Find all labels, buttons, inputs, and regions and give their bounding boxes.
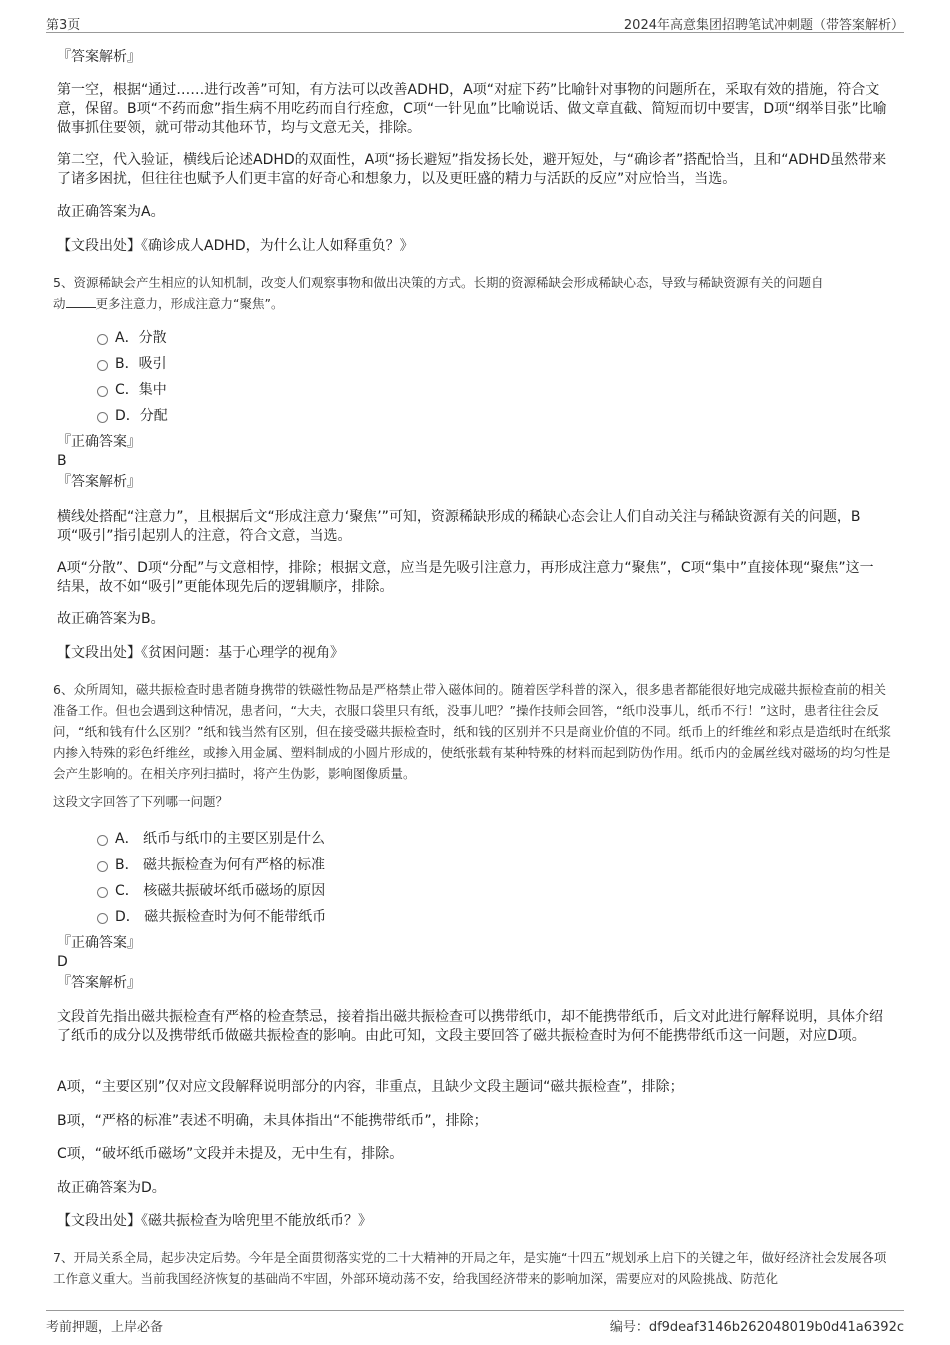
page-number: 第3页 bbox=[46, 18, 81, 33]
q6-option-a-label: A． 纸币与纸巾的主要区别是什么 bbox=[115, 831, 326, 847]
radio-icon[interactable] bbox=[97, 386, 108, 397]
page-footer bbox=[46, 1310, 904, 1333]
q6-option-d-label: D． 磁共振检查时为何不能带纸币 bbox=[115, 909, 327, 925]
document-code: 编号：df9deaf3146b262048019b0d41a6392c bbox=[609, 1320, 904, 1335]
q4-analysis-label: 『答案解析』 bbox=[57, 49, 141, 65]
q4-analysis-p1: 第一空，根据“通过……进行改善”可知，有方法可以改善ADHD，A项“对症下药”比喻针对事物的问题所在，采取有效的措施，符合文意，保留。B项“不药而愈”指生病不用吃药而自行痊愈，C项“一针见血”比喻说话、做文章直截、简短而切中要害，D项“纲举目张”比喻做事抓住要领，就可带动其他环节，均与文意无关，排除。 bbox=[57, 82, 887, 136]
q5-analysis-p2: A项“分散”、D项“分配”与文意相悖，排除；根据文意，应当是先吸引注意力，再形成注意力“聚焦”，C项“集中”直接体现“聚焦”这一结果，故不如“吸引”更能体现先后的逻辑顺序，排除。 bbox=[57, 560, 874, 595]
q5-conclusion: 故正确答案为B。 bbox=[57, 611, 165, 627]
q5-option-d-label: D．分配 bbox=[115, 408, 168, 424]
q6-analysis-p2: A项，“主要区别”仅对应文段解释说明部分的内容，非重点，且缺少文段主题词“磁共振检查”，排除； bbox=[57, 1079, 684, 1095]
radio-icon[interactable] bbox=[97, 835, 108, 846]
q6-analysis-p3: B项，“严格的标准”表述不明确，未具体指出“不能携带纸币”，排除； bbox=[57, 1113, 488, 1129]
q5-analysis-label: 『答案解析』 bbox=[57, 474, 141, 490]
q5-stem-post: 更多注意力，形成注意力“聚焦”。 bbox=[95, 296, 284, 311]
q6-conclusion: 故正确答案为D。 bbox=[57, 1180, 166, 1196]
q5-stem-pre: 动 bbox=[53, 296, 66, 311]
q6-analysis-p1: 文段首先指出磁共振检查有严格的检查禁忌，接着指出磁共振检查可以携带纸巾，却不能携带纸币，后文对此进行解释说明，具体介绍了纸币的成分以及携带纸币做磁共振检查的影响。由此可知，文段主要回答了磁共振检查时为何不能携带纸币这一问题，对应D项。 bbox=[57, 1009, 883, 1044]
q6-options bbox=[57, 826, 557, 930]
q6-option-d[interactable] bbox=[57, 904, 557, 930]
q5-option-c[interactable] bbox=[57, 377, 457, 403]
q6-answer: D bbox=[57, 954, 68, 970]
radio-icon[interactable] bbox=[97, 334, 108, 345]
q5-answer: B bbox=[57, 453, 67, 469]
q6-option-b[interactable] bbox=[57, 852, 557, 878]
q5-option-d[interactable] bbox=[57, 403, 457, 429]
document-title: 2024年高意集团招聘笔试冲刺题（带答案解析） bbox=[623, 18, 904, 33]
q5-answer-label: 『正确答案』 bbox=[57, 434, 141, 450]
q5-options bbox=[57, 325, 457, 429]
q6-source: 【文段出处】《磁共振检查为啥兜里不能放纸币？》 bbox=[57, 1213, 372, 1229]
radio-icon[interactable] bbox=[97, 360, 108, 371]
q5-stem bbox=[53, 272, 893, 314]
q6-question: 这段文字回答了下列哪一问题？ bbox=[53, 794, 229, 809]
q4-analysis-p2: 第二空，代入验证，横线后论述ADHD的双面性，A项“扬长避短”指发扬长处，避开短处，与“确诊者”搭配恰当，且和“ADHD虽然带来了诸多困扰，但往往也赋予人们更丰富的好奇心和想象力，以及更旺盛的精力与活跃的反应”对应恰当，当选。 bbox=[57, 152, 887, 187]
q5-option-a-label: A．分散 bbox=[115, 330, 167, 346]
q6-analysis-label: 『答案解析』 bbox=[57, 975, 141, 991]
q5-stem-line2 bbox=[53, 293, 893, 314]
radio-icon[interactable] bbox=[97, 913, 108, 924]
q5-option-b-label: B．吸引 bbox=[115, 356, 167, 372]
q6-analysis-p4: C项，“破坏纸币磁场”文段并未提及，无中生有，排除。 bbox=[57, 1146, 404, 1162]
radio-icon[interactable] bbox=[97, 861, 108, 872]
q6-option-c-label: C． 核磁共振破坏纸币磁场的原因 bbox=[115, 883, 326, 899]
q5-source: 【文段出处】《贫困问题：基于心理学的视角》 bbox=[57, 645, 344, 661]
q7-stem: 7、开局关系全局，起步决定后势。今年是全面贯彻落实党的二十大精神的开局之年，是实施“十四五”规划承上启下的关键之年，做好经济社会发展各项工作意义重大。当前我国经济恢复的基础尚不牢固，外部环境动荡不安，给我国经济带来的影响加深，需要应对的风险挑战、防范化 bbox=[53, 1250, 887, 1286]
footer-slogan: 考前押题，上岸必备 bbox=[46, 1320, 164, 1335]
q6-stem: 6、众所周知，磁共振检查时患者随身携带的铁磁性物品是严格禁止带入磁体间的。随着医学科普的深入，很多患者都能很好地完成磁共振检查前的相关准备工作。但也会遇到这种情况，患者问，“大夫，衣服口袋里只有纸，没事儿吧？”操作技师会回答，“纸巾没事儿，纸币不行！”这时，患者往往会反问，“纸和钱有什么区别？”纸和钱当然有区别，但在接受磁共振检查时，纸和钱的区别并不只是商业价值的不同。纸币上的纤维丝和彩点是造纸时在纸浆内掺入特殊的彩色纤维丝，或掺入用金属、塑料制成的小圆片形成的，使纸张载有某种特殊的材料而起到防伪作用。纸币内的金属丝线对磁场的均匀性是会产生影响的。在相关序列扫描时，将产生伪影，影响图像质量。 bbox=[53, 682, 891, 781]
q6-option-b-label: B． 磁共振检查为何有严格的标准 bbox=[115, 857, 326, 873]
page-header bbox=[46, 12, 904, 33]
q6-option-a[interactable] bbox=[57, 826, 557, 852]
q5-blank bbox=[66, 295, 96, 308]
radio-icon[interactable] bbox=[97, 887, 108, 898]
q6-option-c[interactable] bbox=[57, 878, 557, 904]
q4-conclusion: 故正确答案为A。 bbox=[57, 204, 165, 220]
radio-icon[interactable] bbox=[97, 412, 108, 423]
q6-answer-label: 『正确答案』 bbox=[57, 935, 141, 951]
q5-option-c-label: C．集中 bbox=[115, 382, 167, 398]
q4-source: 【文段出处】《确诊成人ADHD，为什么让人如释重负？》 bbox=[57, 238, 414, 254]
q5-option-a[interactable] bbox=[57, 325, 457, 351]
q5-option-b[interactable] bbox=[57, 351, 457, 377]
q5-stem-line1: 5、资源稀缺会产生相应的认知机制，改变人们观察事物和做出决策的方式。长期的资源稀缺会形成稀缺心态，导致与稀缺资源有关的问题自 bbox=[53, 275, 824, 290]
q5-analysis-p1: 横线处搭配“注意力”，且根据后文“形成注意力‘聚焦’”可知，资源稀缺形成的稀缺心态会让人们自动关注与稀缺资源有关的问题，B项“吸引”指引起别人的注意，符合文意，当选。 bbox=[57, 509, 861, 544]
